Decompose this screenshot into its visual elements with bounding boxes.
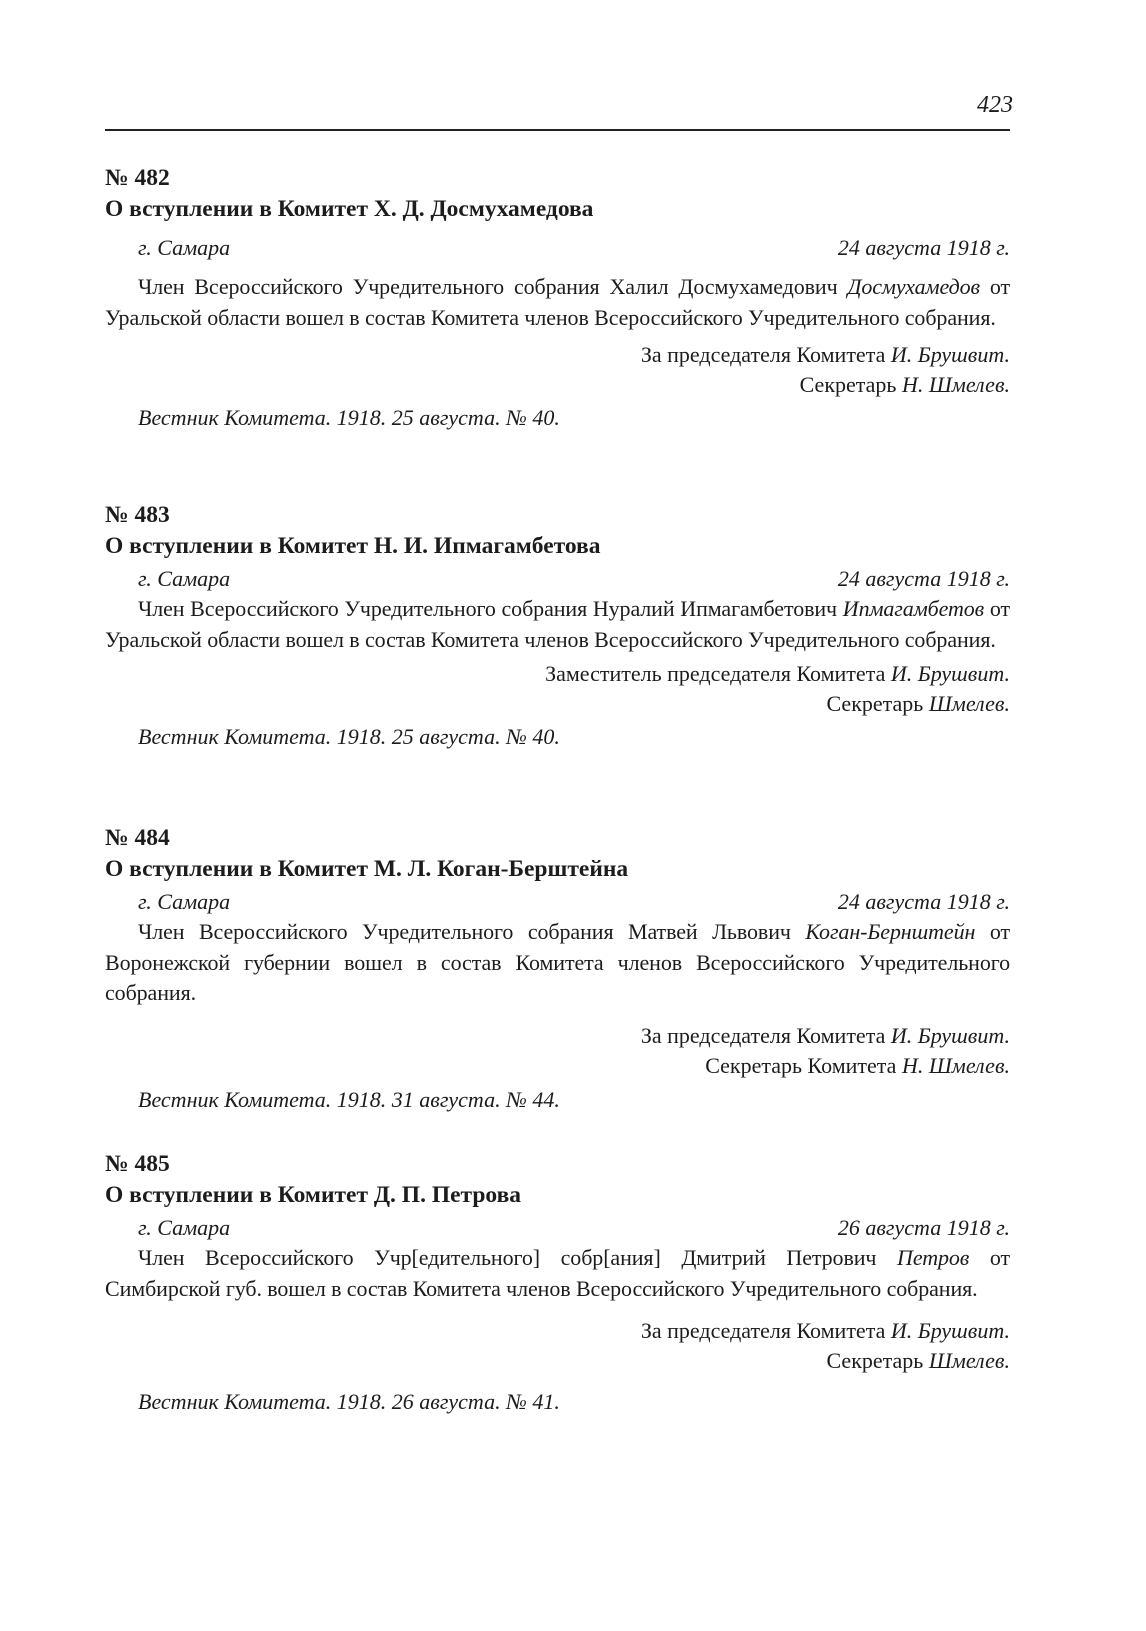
place-date-line [105,233,1010,263]
page-number: 423 [977,92,1013,118]
signature-role: Секретарь [826,1348,929,1373]
document-body [105,917,1010,1009]
place: г. Самара [138,1215,231,1240]
document-title: О вступлении в Комитет Н. И. Ипмагамбетова [105,533,601,559]
date: 24 августа 1918 г. [837,566,1010,591]
document-body [105,272,1010,333]
document-number: № 484 [105,825,170,851]
signature-role: За председателя Комитета [640,342,891,367]
place: г. Самара [138,566,231,591]
document-number: № 485 [105,1151,170,1177]
body-text-end: от Воронежской губернии вошел в состав Комитета членов Всероссийского Учредительного собрания. [105,919,1010,1005]
signature-chair [105,1021,1010,1051]
signature-chair [105,340,1010,370]
signature-role: Секретарь [799,372,902,397]
document-title: О вступлении в Комитет М. Л. Коган-Берштейна [105,856,629,882]
signature-name: И. Брушвит. [890,661,1010,686]
signature-role: Секретарь [826,691,929,716]
document-title: О вступлении в Комитет Д. П. Петрова [105,1182,522,1208]
member-name: Досмухамедов [847,274,980,299]
signature-chair [105,659,1010,689]
signature-role: За председателя Комитета [640,1318,891,1343]
document-number: № 482 [105,165,170,191]
document-number: № 483 [105,502,170,528]
signature-role: Секретарь Комитета [705,1052,902,1078]
signature-role: За председателя Комитета [640,1022,891,1048]
document-483 [105,500,1010,752]
signature-role: Заместитель председателя Комитета [545,661,891,686]
date: 26 августа 1918 г. [837,1215,1010,1240]
signature-secretary [105,689,1010,719]
signature-name: Шмелев. [928,1348,1010,1373]
signature-name: И. Брушвит. [890,342,1010,367]
source-citation: Вестник Комитета. 1918. 25 августа. № 40. [138,405,560,430]
place-date-line [105,564,1010,594]
body-text-start: Член Всероссийского Учр[едительного] собр[ания] Дмитрий Петрович [138,1245,898,1270]
source-citation: Вестник Комитета. 1918. 31 августа. № 44. [138,1086,560,1112]
body-text-start: Член Всероссийского Учредительного собрания Нуралий Ипмагамбетович [138,596,843,621]
signature-name: И. Брушвит. [890,1022,1010,1048]
signature-secretary [105,1346,1010,1376]
signature-name: Шмелев. [928,691,1010,716]
place-date-line [105,887,1010,917]
signature-name: Н. Шмелев. [901,372,1010,397]
signature-name: Н. Шмелев. [901,1052,1010,1078]
body-text-end: от Уральской области вошел в состав Комитета членов Всероссийского Учредительного собрания. [105,274,1010,330]
date: 24 августа 1918 г. [837,235,1010,260]
place: г. Самара [138,889,231,914]
date: 24 августа 1918 г. [837,889,1010,914]
document-485 [105,1149,1010,1417]
document-484 [105,823,1010,1115]
body-text-start: Член Всероссийского Учредительного собрания Халил Досмухамедович [138,274,848,299]
member-name: Коган-Бернштейн [805,919,976,944]
signature-chair [105,1316,1010,1346]
signature-name: И. Брушвит. [890,1318,1010,1343]
source-citation: Вестник Комитета. 1918. 25 августа. № 40. [138,724,560,749]
body-text-end: от Уральской области вошел в состав Комитета членов Всероссийского Учредительного собрания. [105,596,1010,652]
member-name: Петров [897,1245,970,1270]
place: г. Самара [138,235,231,260]
document-body [105,594,1010,655]
header-rule [105,129,1010,131]
place-date-line [105,1213,1010,1243]
document-body [105,1243,1010,1304]
document-482 [105,163,1010,433]
signature-secretary [105,1051,1010,1081]
body-text-start: Член Всероссийского Учредительного собрания Матвей Львович [138,919,806,944]
document-title: О вступлении в Комитет Х. Д. Досмухамедова [105,196,594,222]
body-text-end: от Симбирской губ. вошел в состав Комитета членов Всероссийского Учредительного собрания. [105,1245,1011,1301]
source-citation: Вестник Комитета. 1918. 26 августа. № 41. [138,1389,560,1414]
signature-secretary [105,370,1010,400]
member-name: Ипмагамбетов [842,596,985,621]
